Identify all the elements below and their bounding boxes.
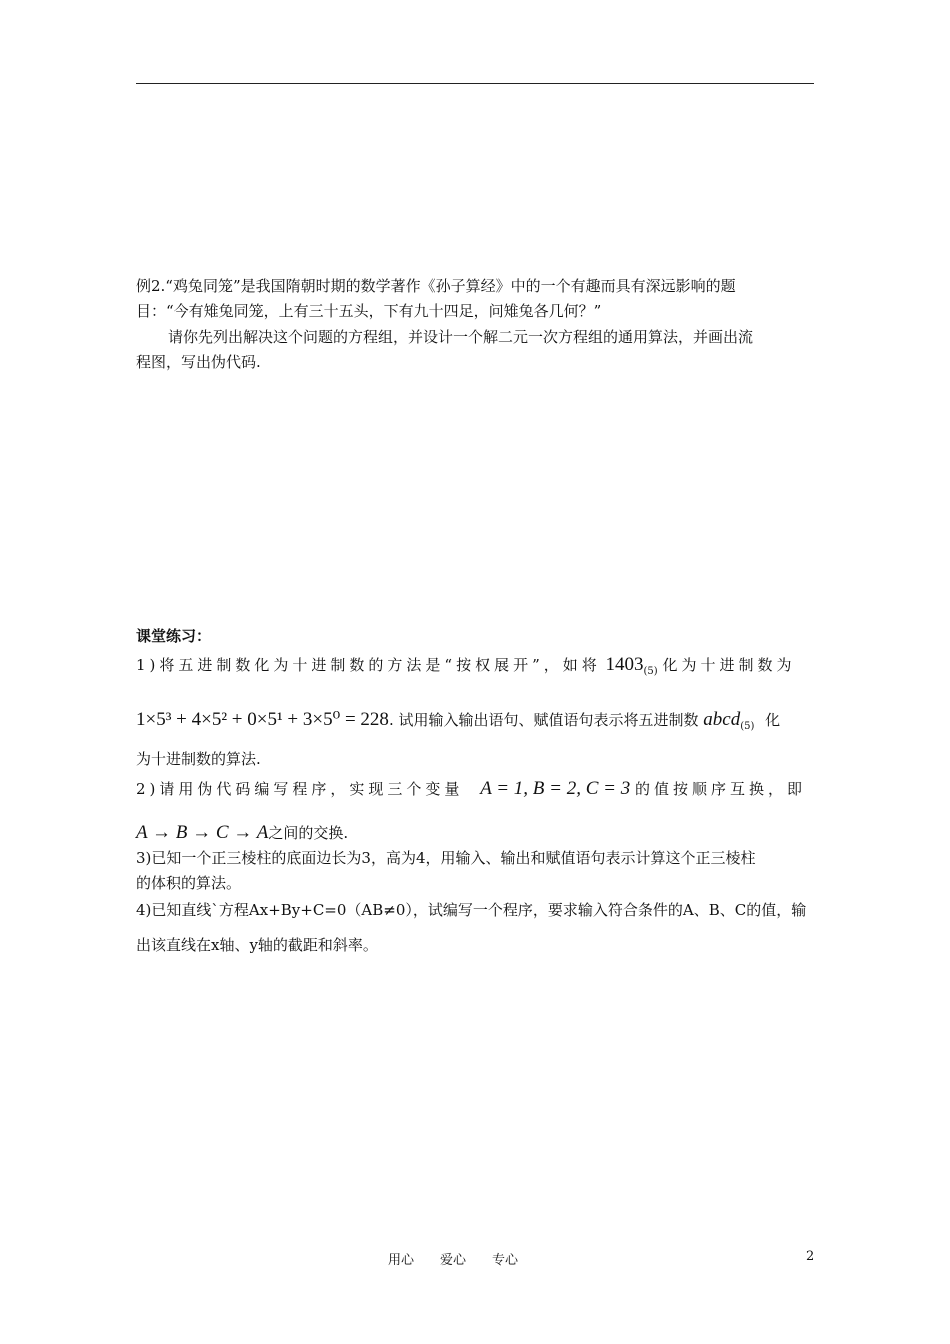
example-2-line-2: 目：“今有雉兔同笼，上有三十五头，下有九十四足，问雉兔各几何？” bbox=[136, 302, 602, 320]
q1-formula: 1×5³ + 4×5² + 0×5¹ + 3×5⁰ = 228 bbox=[136, 709, 389, 730]
q1-text-b: 化为十进制数为 bbox=[662, 656, 796, 674]
q2-text-c: 之间的交换. bbox=[268, 824, 349, 842]
q1-variable: abcd bbox=[703, 709, 741, 730]
q1-text-d: 化 bbox=[765, 711, 781, 729]
question-3-line-2: 的体积的算法。 bbox=[136, 874, 242, 892]
footer-motto: 用心 爱心 专心 bbox=[388, 1253, 519, 1268]
q1-number-base: (5) bbox=[643, 666, 658, 677]
question-1-line-1 bbox=[136, 651, 796, 686]
q2-chain: A → B → C → A bbox=[136, 822, 269, 843]
example-2-line-3: 请你先列出解决这个问题的方程组，并设计一个解二元一次方程组的通用算法，并画出流 bbox=[168, 328, 754, 346]
header-rule bbox=[136, 83, 814, 84]
q1-text-c: . 试用输入输出语句、赋值语句表示将五进制数 bbox=[388, 711, 699, 729]
question-1-line-2 bbox=[136, 706, 780, 741]
example-2-line-1: 例2.“鸡兔同笼”是我国隋朝时期的数学著作《孙子算经》中的一个有趣而具有深远影响的题 bbox=[136, 277, 736, 295]
q2-text-a: 2)请用伪代码编写程序，实现三个变量 bbox=[136, 780, 464, 798]
page-number: 2 bbox=[806, 1249, 815, 1264]
question-2-line-2 bbox=[136, 820, 348, 846]
question-3-line-1: 3)已知一个正三棱柱的底面边长为3，高为4，用输入、输出和赋值语句表示计算这个正三棱柱 bbox=[136, 849, 756, 867]
question-2-line-1 bbox=[136, 775, 806, 803]
q1-number: 1403 bbox=[605, 654, 644, 675]
question-4-line-1: 4)已知直线`方程Ax+By+C=0（AB≠0），试编写一个程序，要求输入符合条件的A、B、C的值，输 bbox=[136, 901, 807, 919]
q1-text-a: 1)将五进制数化为十进制数的方法是“按权展开”，如将 bbox=[136, 656, 601, 674]
question-1-line-3: 为十进制数的算法. bbox=[136, 750, 261, 768]
q2-assignment: A = 1, B = 2, C = 3 bbox=[480, 778, 631, 799]
q2-text-b: 的值按顺序互换，即 bbox=[634, 780, 806, 798]
question-4-line-2: 出该直线在x轴、y轴的截距和斜率。 bbox=[136, 936, 378, 954]
q1-variable-base: (5) bbox=[740, 721, 755, 732]
exercise-heading: 课堂练习： bbox=[136, 627, 212, 645]
example-2-line-4: 程图，写出伪代码. bbox=[136, 353, 261, 371]
